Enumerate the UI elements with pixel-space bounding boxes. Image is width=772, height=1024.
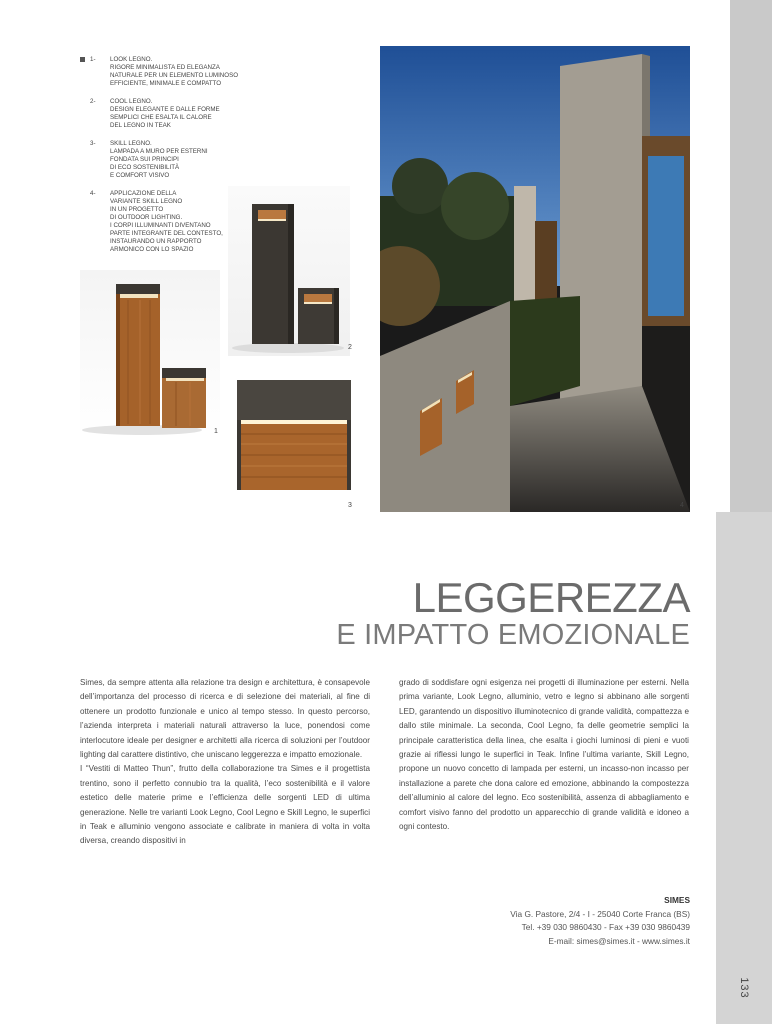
page-number: 133 xyxy=(738,977,750,999)
caption-number: 2- xyxy=(90,98,96,105)
caption-text: LOOK LEGNO. RIGORE MINIMALISTA ED ELEGANZA NATURALE PER UN ELEMENTO LUMINOSO EFFICIENTE, MINIMALE E COMPATTO xyxy=(110,56,239,87)
company-name: SIMES xyxy=(664,895,690,905)
caption-number: 1- xyxy=(90,56,96,63)
company-address: Via G. Pastore, 2/4 - I - 25040 Corte Franca (BS) xyxy=(510,908,690,919)
product-photo-cool-legno xyxy=(228,186,350,356)
figure-label-2: 2 xyxy=(348,344,352,351)
page-subtitle: E IMPATTO EMOZIONALE xyxy=(336,619,690,651)
page-edge-tab-top xyxy=(730,0,772,512)
caption-number: 3- xyxy=(90,140,96,147)
caption-2 xyxy=(80,98,250,130)
body-paragraph: I “Vestiti di Matteo Thun”, frutto della collaborazione tra Simes e il progettista trentino, sono il perfetto connubio tra la qualità, l’eco sostenibilità e il valore estetico delle materie prime e l’efficienza delle sorgenti LED di ultima generazione. Nelle tre varianti Look Legno, Cool Legno e Skill Legno, le superfici in Teak e alluminio vengono associate e calibrate in maniera di volta in volta diversa, creando dispositivi in xyxy=(80,764,370,846)
caption-3 xyxy=(80,140,250,180)
page-title: LEGGEREZZA xyxy=(412,574,690,621)
caption-text: APPLICAZIONE DELLA VARIANTE SKILL LEGNO IN UN PROGETTO DI OUTDOOR LIGHTING. I CORPI ILLUMINANTI DIVENTANO PARTE INTEGRANTE DEL CONTESTO, INSTAURANDO UN RAPPORTO ARMONICO CON LO SPAZIO xyxy=(110,190,223,253)
caption-text: COOL LEGNO. DESIGN ELEGANTE E DALLE FORME SEMPLICI CHE ESALTA IL CALORE DEL LEGNO IN TEAK xyxy=(110,98,220,129)
body-column-right xyxy=(399,676,689,834)
caption-1 xyxy=(80,56,250,88)
figure-label-4: 4 xyxy=(680,502,684,509)
figure-label-3: 3 xyxy=(348,502,352,509)
body-paragraph: Simes, da sempre attenta alla relazione tra design e architettura, è consapevole dell’importanza del processo di ricerca e di selezione dei materiali, al fine di ottenere un prodotto funzionale e unico al tempo stesso. In questo percorso, l’azienda interpreta i materiali naturali attraverso la luce, ponendosi come interlocutore ideale per designer e architetti alla ricerca di soluzioni per l’outdoor lighting dal carattere distintivo, che uniscano leggerezza e impatto emozionale. xyxy=(80,678,370,760)
body-column-left xyxy=(80,676,370,849)
square-bullet-icon xyxy=(80,57,85,62)
company-phone: Tel. +39 030 9860430 - Fax +39 030 9860439 xyxy=(521,922,690,932)
company-web: E-mail: simes@simes.it - www.simes.it xyxy=(548,935,690,946)
caption-number: 4- xyxy=(90,190,96,197)
architecture-photo-outdoor-lighting xyxy=(380,46,690,512)
product-photo-look-legno xyxy=(80,270,220,435)
caption-4 xyxy=(80,190,250,254)
figure-label-1: 1 xyxy=(214,428,218,435)
figure-captions xyxy=(80,56,250,264)
caption-text: SKILL LEGNO. LAMPADA A MURO PER ESTERNI FONDATA SUI PRINCIPI DI ECO SOSTENIBILITÀ E COMFORT VISIVO xyxy=(110,140,208,179)
page-edge-tab-bottom xyxy=(716,512,772,1024)
body-paragraph: grado di soddisfare ogni esigenza nei progetti di illuminazione per esterni. Nella prima variante, Look Legno, alluminio, vetro e legno si abbinano alle sorgenti LED, garantendo un dispositivo illuminotecnico di grande validità, compattezza e dallo stile minimale. La seconda, Cool Legno, fa delle geometrie semplici la principale caratteristica della linea, che esalta i giochi luminosi di pieni e vuoti grazie ai riflessi lungo le superfici in Teak. Infine l’ultima variante, Skill Legno, propone un nuovo concetto di lampada per esterni, un incasso-non incasso per installazione a parete che dona calore ed emozione, abbinando la compostezza dell’alluminio al calore del legno. Eco sostenibilità, assenza di abbagliamento e comfort visivo fanno del prodotto un apparecchio di grande validità e idoneo a ogni contesto. xyxy=(399,678,689,832)
contact-block xyxy=(510,894,690,948)
product-photo-skill-legno xyxy=(237,380,351,490)
